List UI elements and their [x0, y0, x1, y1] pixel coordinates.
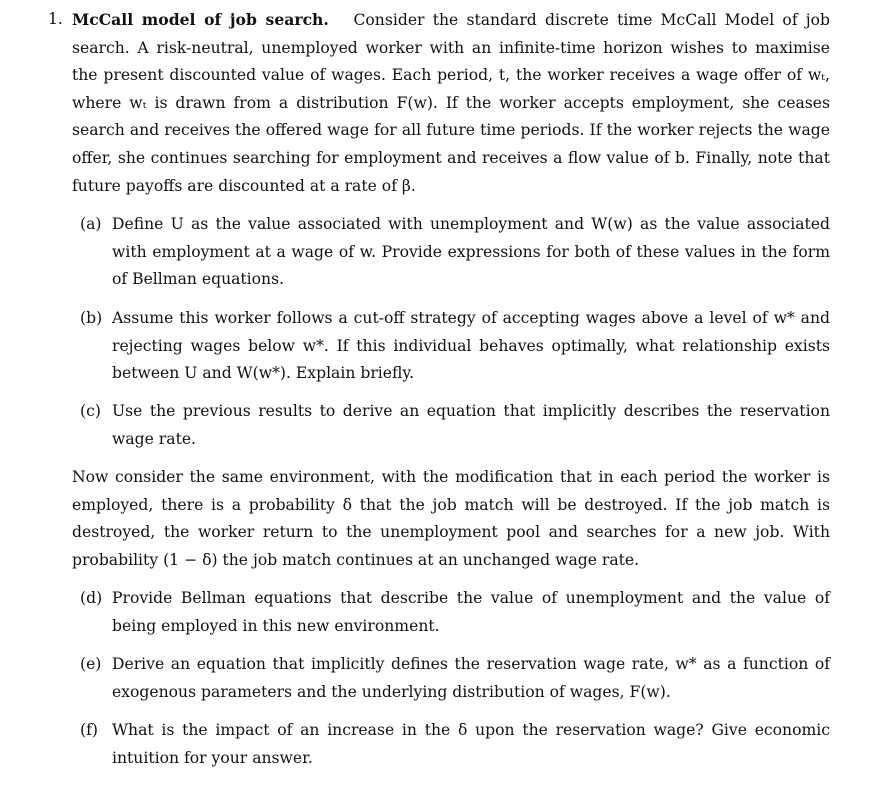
- part-text: Provide Bellman equations that describe the value of unemployment and the value of being employed in this new environment.: [112, 589, 830, 635]
- question-intro-text: Consider the standard discrete time McCall Model of job search. A risk-neutral, unemployed worker with an infinite-time horizon wishes to maximise the present discounted value of wages. Each period, t, the worker receives a wage offer of wₜ, where wₜ is drawn from a distribution F(w). If the worker accepts employment, she ceases search and receives the offered wage for all future time periods. If the worker rejects the wage offer, she continues searching for employment and receives a flow value of b. Finally, note that future payoffs are discounted at a rate of β.: [72, 11, 831, 195]
- part-label: (f): [80, 721, 98, 739]
- part-label: (c): [80, 402, 101, 420]
- part-text: Define U as the value associated with unemployment and W(w) as the value associated with employment at a wage of w. Provide expressions for both of these values in the form of Bellman equations.: [112, 215, 830, 289]
- part-e: [80, 651, 830, 706]
- part-text: Use the previous results to derive an equation that implicitly describes the reservation wage rate.: [112, 402, 830, 448]
- part-f: [80, 717, 830, 772]
- part-a: [80, 211, 830, 294]
- part-text: Derive an equation that implicitly defines the reservation wage rate, w* as a function of exogenous parameters and the underlying distribution of wages, F(w).: [112, 655, 830, 701]
- part-label: (d): [80, 589, 103, 607]
- part-label: (e): [80, 655, 102, 673]
- part-d: [80, 585, 830, 640]
- part-label: (b): [80, 309, 103, 327]
- part-label: (a): [80, 215, 102, 233]
- part-text: What is the impact of an increase in the δ upon the reservation wage? Give economic intuition for your answer.: [112, 721, 830, 767]
- question-title: McCall model of job search.: [72, 10, 329, 29]
- middle-paragraph: Now consider the same environment, with the modification that in each period the worker is employed, there is a probability δ that the job match will be destroyed. If the job match is destroyed, the worker return to the unemployment pool and searches for a new job. With probability (1 − δ) the job match continues at an unchanged wage rate.: [72, 468, 830, 569]
- part-b: [80, 305, 830, 388]
- question-number: 1.: [48, 10, 63, 28]
- part-text: Assume this worker follows a cut-off strategy of accepting wages above a level of w* and rejecting wages below w*. If this individual behaves optimally, what relationship exists between U and W(w*). Explain briefly.: [112, 309, 830, 383]
- question-intro-paragraph: [72, 6, 830, 200]
- part-c: [80, 398, 830, 453]
